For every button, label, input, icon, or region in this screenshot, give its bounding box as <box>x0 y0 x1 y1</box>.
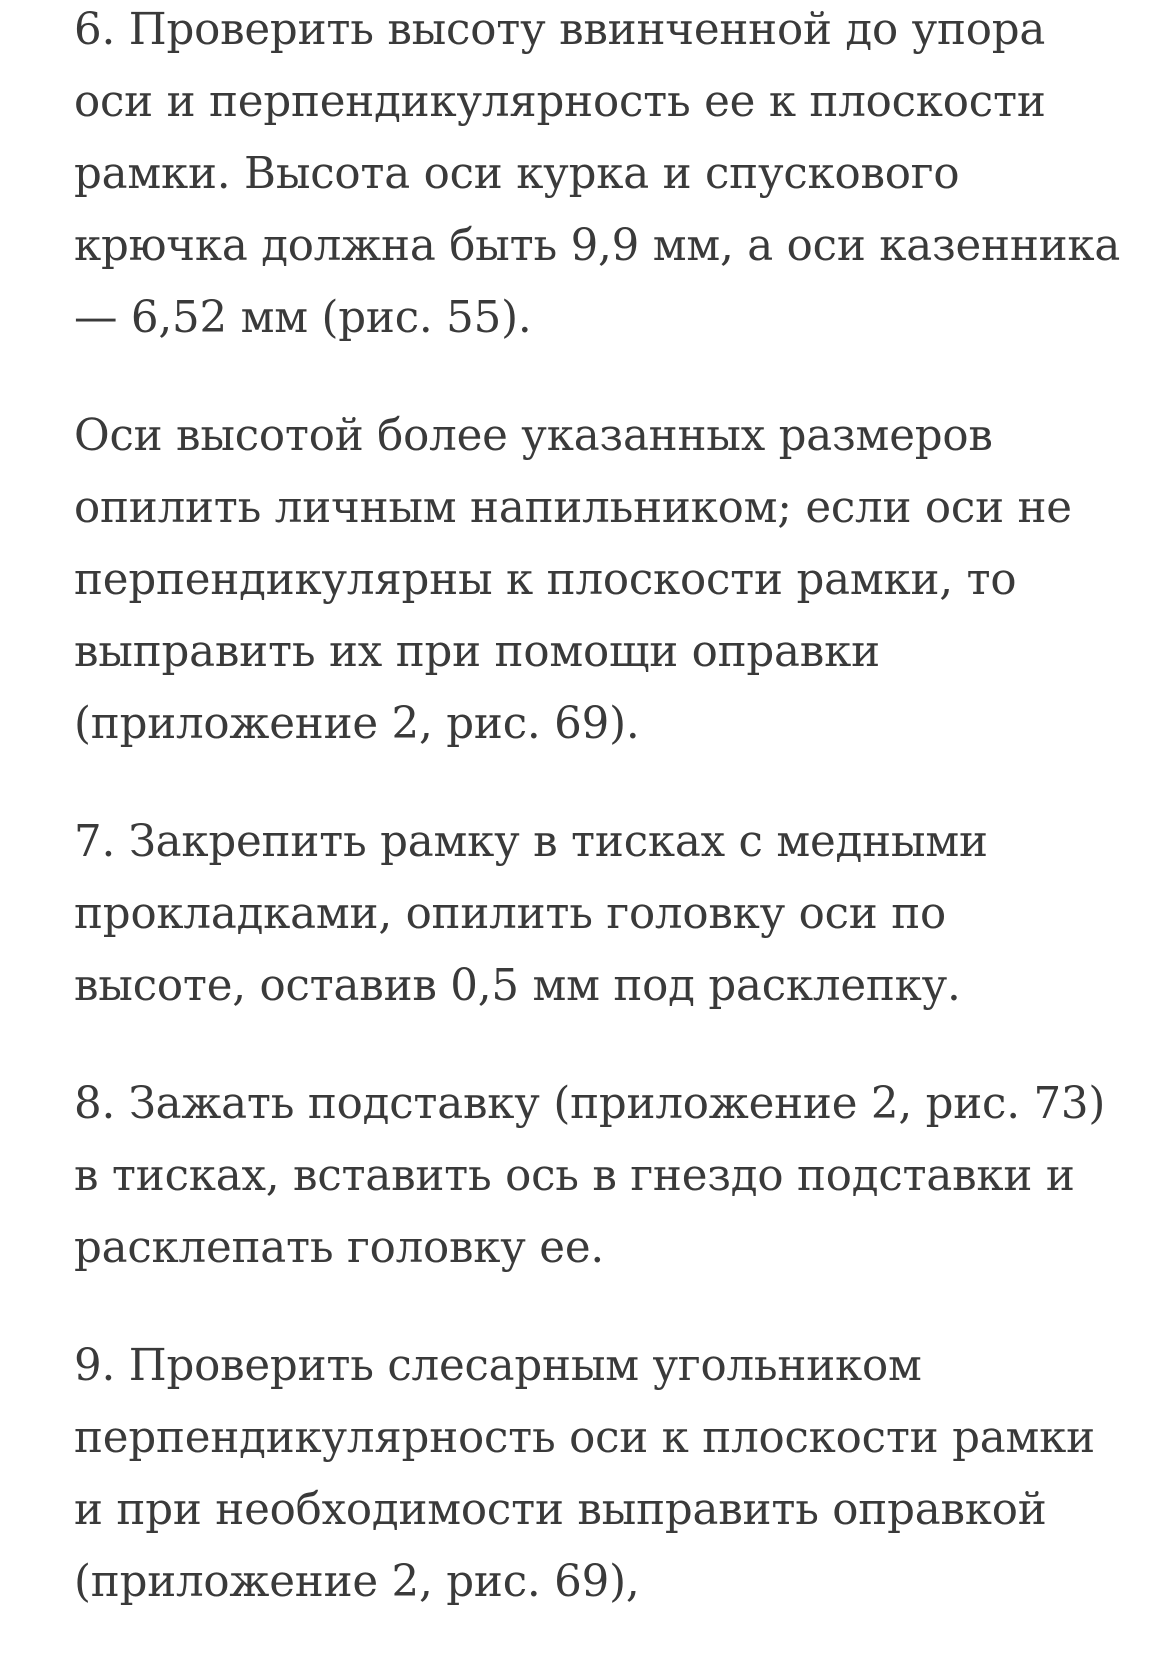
paragraph-step-9 <box>74 1330 1134 1618</box>
text-line: — 6,52 мм (рис. 55). <box>74 293 532 343</box>
document-page <box>74 0 1134 1664</box>
text-line: опилить личным напильником; если оси не <box>74 483 1072 533</box>
text-line: (приложение 2, рис. 69), <box>74 1557 640 1607</box>
text-line: крючка должна быть 9,9 мм, а оси казенника <box>74 221 1121 271</box>
paragraph-step-6 <box>74 0 1134 354</box>
text-line: в тисках, вставить ось в гнездо подставки и <box>74 1151 1075 1201</box>
paragraph-axis-note <box>74 400 1134 760</box>
text-line: Оси высотой более указанных размеров <box>74 411 993 461</box>
text-line: прокладками, опилить головку оси по <box>74 889 947 939</box>
text-line: рамки. Высота оси курка и спускового <box>74 149 960 199</box>
text-line: 9. Проверить слесарным угольником <box>74 1341 922 1391</box>
text-line: 6. Проверить высоту ввинченной до упора <box>74 5 1046 55</box>
paragraph-step-8 <box>74 1068 1134 1284</box>
text-line: и при необходимости выправить оправкой <box>74 1485 1047 1535</box>
text-line: расклепать головку ее. <box>74 1223 605 1273</box>
text-line: перпендикулярны к плоскости рамки, то <box>74 555 1017 605</box>
text-line: перпендикулярность оси к плоскости рамки <box>74 1413 1095 1463</box>
text-line: выправить их при помощи оправки <box>74 627 880 677</box>
text-line: (приложение 2, рис. 69). <box>74 699 640 749</box>
text-line: 7. Закрепить рамку в тисках с медными <box>74 817 988 867</box>
text-line: высоте, оставив 0,5 мм под расклепку. <box>74 961 961 1011</box>
text-line: 8. Зажать подставку (приложение 2, рис. 73) <box>74 1079 1106 1129</box>
paragraph-step-7 <box>74 806 1134 1022</box>
text-line: оси и перпендикулярность ее к плоскости <box>74 77 1046 127</box>
